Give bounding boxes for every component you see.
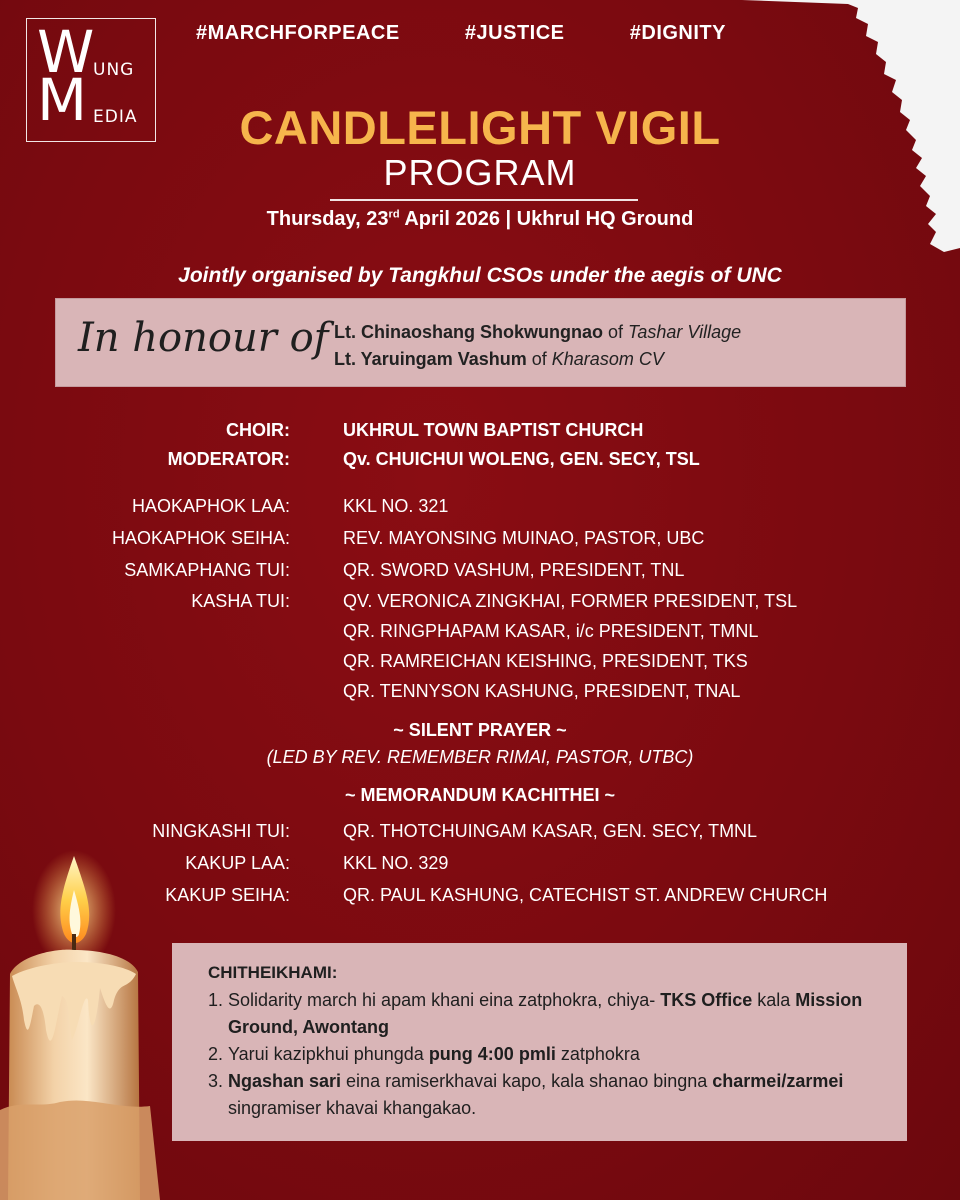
hashtag-dignity: #DIGNITY — [629, 22, 726, 44]
poster-subtitle: PROGRAM — [383, 152, 577, 193]
honoured-place: Tashar Village — [628, 322, 742, 342]
row-value: QR. THOTCHUINGAM KASAR, GEN. SECY, TMNL — [343, 821, 758, 841]
note-text: eina ramiserkhavai kapo, kala shanao bingna — [341, 1071, 713, 1091]
note-text: Ngashan sari — [228, 1071, 342, 1091]
row-value: QR. SWORD VASHUM, PRESIDENT, TNL — [343, 560, 685, 580]
event-date-suffix: rd — [388, 208, 400, 221]
logo-letter-w: W — [37, 18, 95, 86]
program-row-moderator — [0, 449, 960, 475]
logo-text-edia: EDIA — [93, 107, 138, 127]
silent-prayer-led-by: (LED BY REV. REMEMBER RIMAI, PASTOR, UTBC) — [266, 747, 694, 767]
row-value: KKL NO. 329 — [343, 853, 449, 873]
memorandum-heading: ~ MEMORANDUM KACHITHEI ~ — [344, 785, 615, 805]
honour-script-heading: In honour of — [78, 315, 329, 361]
honoured-person — [334, 346, 741, 373]
program-row — [0, 621, 960, 647]
program-row — [0, 591, 960, 617]
notes-title: CHITHEIKHAMI: — [208, 963, 338, 982]
note-text: singramiser khavai khangakao. — [228, 1098, 477, 1118]
row-label: HAOKAPHOK SEIHA: — [111, 528, 290, 548]
row-value: REV. MAYONSING MUINAO, PASTOR, UBC — [343, 528, 705, 548]
note-text: kala — [752, 990, 796, 1010]
note-item — [228, 987, 908, 1041]
silent-prayer-heading: ~ SILENT PRAYER ~ — [393, 720, 567, 740]
note-text: Solidarity march hi apam khani eina zatphokra, chiya- — [228, 990, 661, 1010]
honoured-name: Lt. Chinaoshang Shokwungnao — [334, 322, 603, 342]
row-value: QR. PAUL KASHUNG, CATECHIST ST. ANDREW CHURCH — [343, 885, 828, 905]
program-row-choir — [0, 420, 960, 446]
notes-list — [208, 987, 908, 1122]
honoured-name: Lt. Yaruingam Vashum — [334, 349, 527, 369]
event-date — [0, 208, 960, 231]
honour-panel — [55, 298, 906, 387]
row-label: KAKUP SEIHA: — [165, 885, 290, 905]
hashtag-justice: #JUSTICE — [464, 22, 565, 44]
note-text: zatphokra — [555, 1044, 640, 1064]
note-text: TKS Office — [660, 990, 753, 1010]
honoured-place: Kharasom CV — [551, 349, 664, 369]
program-row — [0, 560, 960, 586]
note-item — [228, 1041, 908, 1068]
row-value: QR. RAMREICHAN KEISHING, PRESIDENT, TKS — [343, 651, 748, 671]
note-item — [228, 1068, 908, 1122]
honoured-of: of — [608, 322, 624, 342]
event-date-pre: Thursday, 23 — [266, 208, 389, 230]
program-row — [0, 681, 960, 707]
row-value: Qv. CHUICHUI WOLENG, GEN. SECY, TSL — [343, 449, 700, 469]
candle-illustration — [0, 850, 170, 1200]
row-label: NINGKASHI TUI: — [152, 821, 290, 841]
note-text: pung 4:00 pmli — [428, 1044, 556, 1064]
honoured-person — [334, 319, 741, 346]
row-label: SAMKAPHANG TUI: — [124, 560, 290, 580]
title-divider — [330, 199, 638, 201]
row-value: UKHRUL TOWN BAPTIST CHURCH — [343, 420, 644, 440]
note-text: Yarui kazipkhui phungda — [228, 1044, 429, 1064]
row-label: HAOKAPHOK LAA: — [131, 496, 290, 516]
hashtag-march-for-peace: #MARCHFORPEACE — [196, 22, 400, 44]
row-label: CHOIR: — [226, 420, 290, 440]
notes-panel — [172, 943, 907, 1141]
honoured-people — [334, 319, 741, 373]
row-value: QR. RINGPHAPAM KASAR, i/c PRESIDENT, TMNL — [343, 621, 759, 641]
row-label: MODERATOR: — [167, 449, 290, 469]
row-value: QV. VERONICA ZINGKHAI, FORMER PRESIDENT, TSL — [343, 591, 798, 611]
row-label: KAKUP LAA: — [185, 853, 290, 873]
event-date-post: April 2026 | Ukhrul HQ Ground — [399, 208, 694, 230]
note-text: Mission Ground, Awontang — [228, 990, 863, 1037]
program-row — [0, 651, 960, 677]
row-value: QR. TENNYSON KASHUNG, PRESIDENT, TNAL — [343, 681, 741, 701]
logo-text-ung: UNG — [93, 60, 135, 80]
note-text: charmei/zarmei — [712, 1071, 844, 1091]
memo-row — [0, 821, 960, 847]
honoured-of: of — [531, 349, 547, 369]
logo-letter-m: M — [37, 66, 88, 134]
hashtags — [196, 22, 726, 45]
program-row — [0, 528, 960, 554]
row-label: KASHA TUI: — [191, 591, 290, 611]
program-row — [0, 496, 960, 522]
organiser-line: Jointly organised by Tangkhul CSOs under the aegis of UNC — [178, 264, 782, 287]
row-value: KKL NO. 321 — [343, 496, 449, 516]
poster-title: CANDLELIGHT VIGIL — [239, 101, 721, 154]
